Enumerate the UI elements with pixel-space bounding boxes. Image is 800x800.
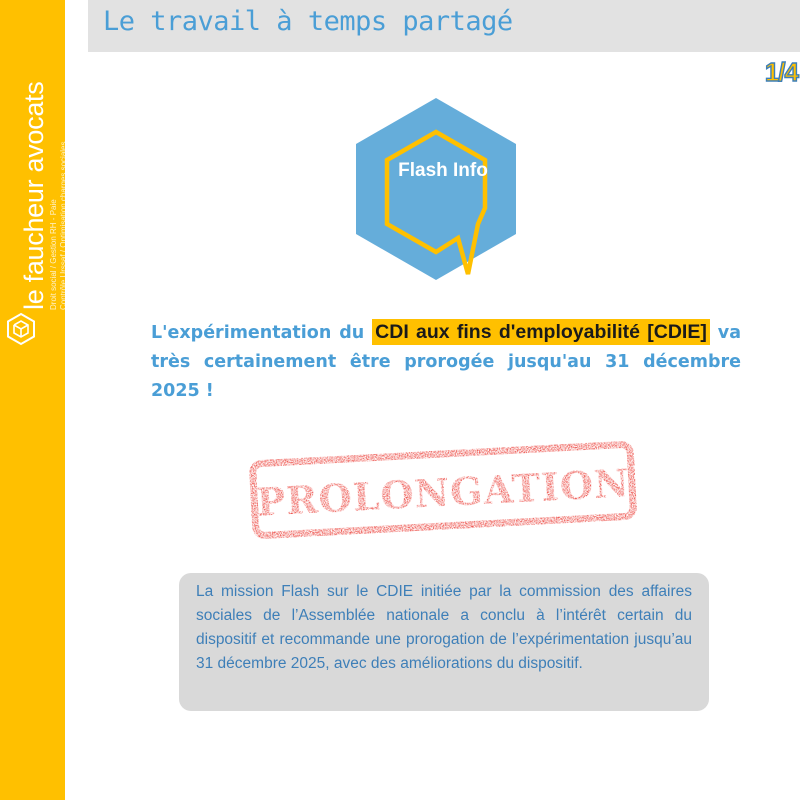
page-title: Le travail à temps partagé — [103, 6, 513, 37]
brand-tagline — [49, 141, 69, 310]
hexagon-cube-icon — [4, 312, 38, 346]
info-box-text: La mission Flash sur le CDIE initiée par la commission des affaires sociales de l’Assemblée nationale a conclu à l’intérêt certain du dispositif et recommande une prorogation de l’expérimentation jusqu’au 31 décembre 2025, avec des améliorations du dispositif. — [196, 583, 692, 672]
brand-block — [0, 0, 68, 360]
brand-tagline-line1: Droit social / Gestion RH - Paie — [49, 199, 58, 310]
flash-info-label: Flash Info — [398, 160, 488, 181]
info-box — [179, 573, 709, 711]
prolongation-stamp — [246, 440, 640, 540]
lead-prefix: L'expérimentation du — [151, 323, 373, 343]
stamp-text: PROLONGATION — [255, 460, 631, 525]
brand-tagline-line2: Contrôle Urssaf / Optimisation charges sociales — [59, 141, 68, 310]
hexagon-speech-bubble-icon — [350, 96, 526, 282]
brand-name: le faucheur avocats — [19, 81, 49, 310]
lead-suffix: va très certainement être prorogée jusqu'au 31 décembre 2025 ! — [151, 323, 742, 401]
page-counter: 1/4 — [764, 57, 798, 87]
lead-paragraph — [151, 318, 741, 406]
header-bar — [88, 0, 800, 52]
sidebar — [0, 0, 68, 800]
lead-highlight: CDI aux fins d'employabilité [CDIE] — [372, 319, 710, 345]
